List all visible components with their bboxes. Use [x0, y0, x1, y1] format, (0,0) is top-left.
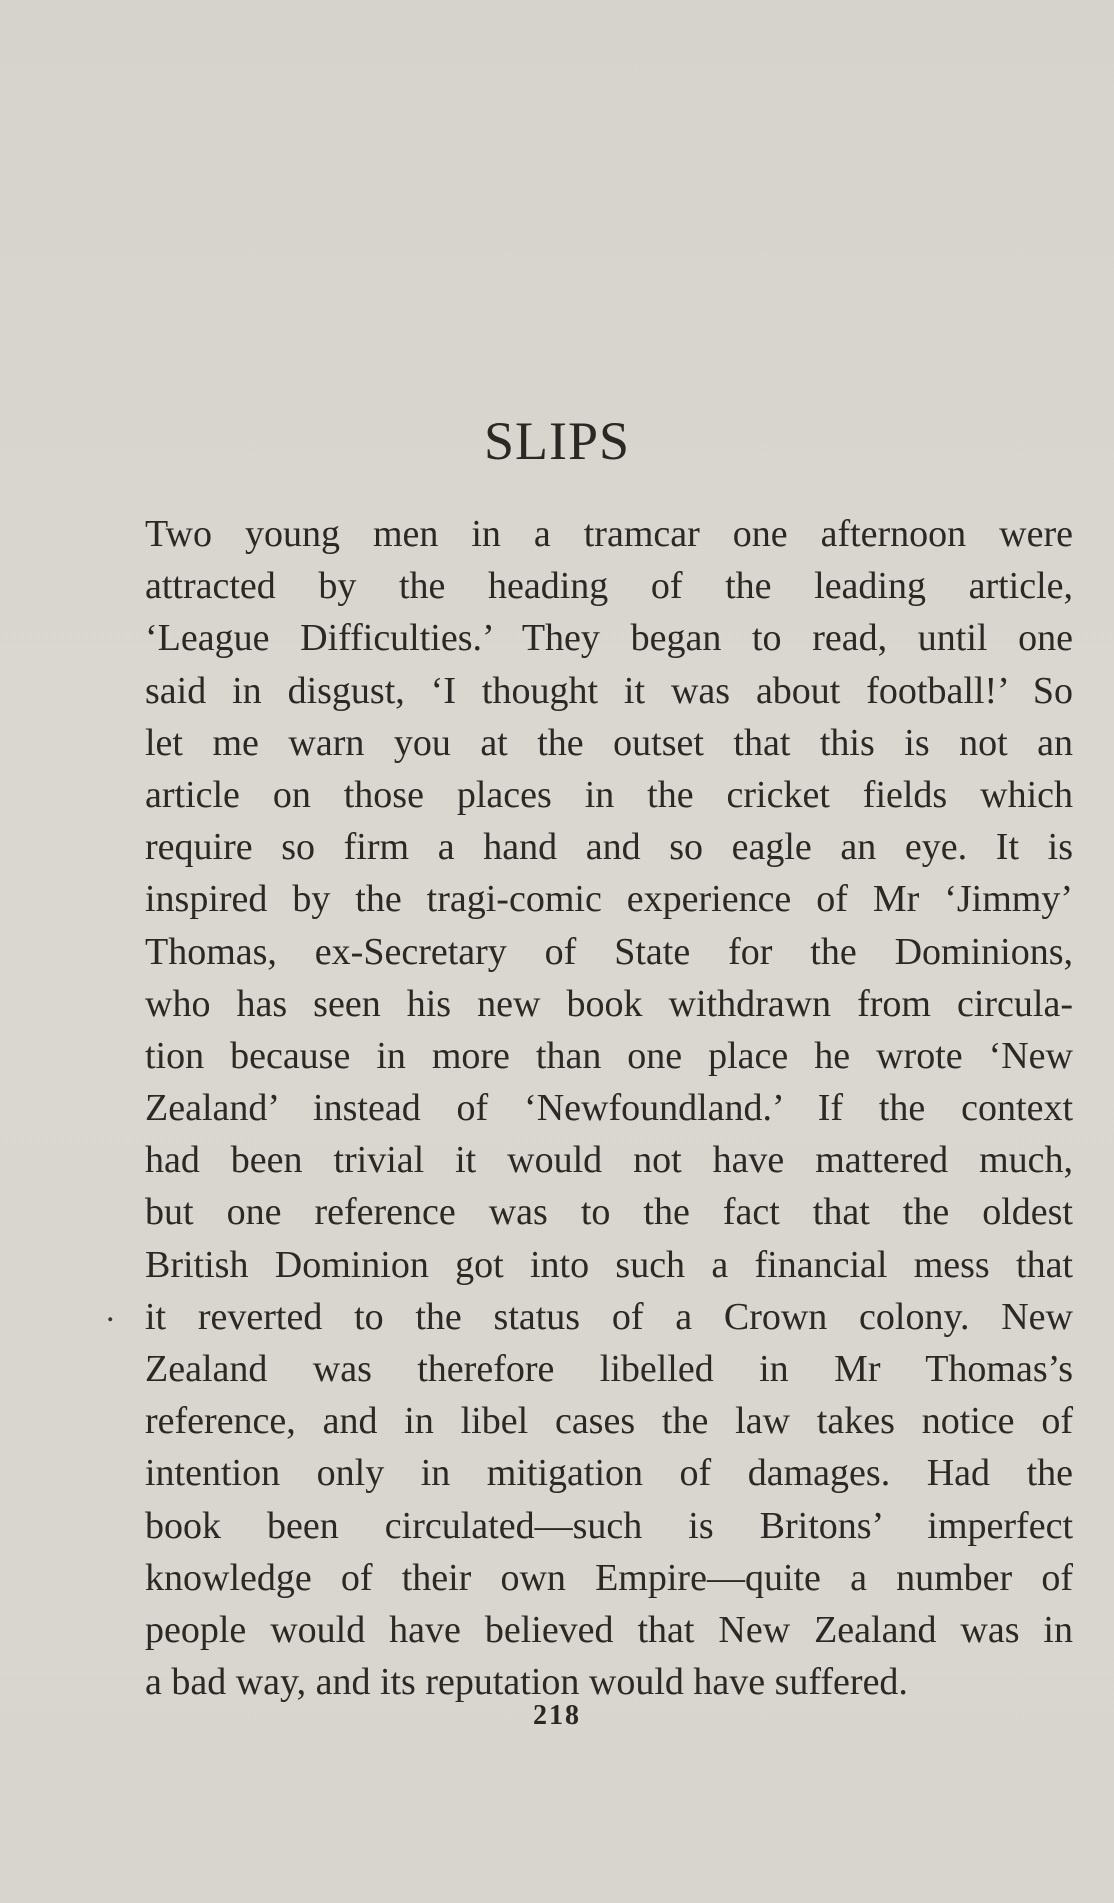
text-line: had been trivial it would not have mattered much, [145, 1139, 1073, 1182]
text-line: a bad way, and its reputation would have suffered. [145, 1661, 908, 1704]
text-line: but one reference was to the fact that the oldest [145, 1191, 1073, 1234]
text-line: article on those places in the cricket fields which [145, 773, 1073, 816]
text-line: book been circulated—such is Britons’ imperfect [145, 1504, 1073, 1547]
text-line: Zealand was therefore libelled in Mr Thomas’s [145, 1348, 1073, 1390]
text-line: British Dominion got into such a financial mess that [145, 1243, 1073, 1286]
text-line: reference, and in libel cases the law takes notice of [145, 1400, 1073, 1443]
text-line: ‘League Difficulties.’ They began to read, until one [145, 617, 1073, 660]
text-line: attracted by the heading of the leading article, [145, 565, 1073, 608]
page-number: 218 [533, 1700, 581, 1731]
text-line: intention only in mitigation of damages. Had the [145, 1452, 1073, 1495]
text-line: said in disgust, ‘I thought it was about football!’ So [145, 669, 1073, 712]
text-line: Thomas, ex-Secretary of State for the Dominions, [145, 930, 1073, 973]
margin-mark: . [106, 1292, 115, 1329]
chapter-title: SLIPS [483, 411, 631, 471]
text-line: inspired by the tragi-comic experience of Mr ‘Jimmy’ [145, 878, 1073, 921]
text-line: who has seen his new book withdrawn from circula- [145, 982, 1073, 1025]
text-line: Zealand’ instead of ‘Newfoundland.’ If the context [145, 1087, 1073, 1130]
text-line: tion because in more than one place he wrote ‘New [145, 1034, 1073, 1077]
text-line: people would have believed that New Zealand was in [145, 1608, 1073, 1651]
body-paragraph [145, 508, 1073, 1708]
text-line: knowledge of their own Empire—quite a number of [145, 1556, 1073, 1599]
text-line: require so firm a hand and so eagle an eye. It is [145, 826, 1073, 869]
text-line: Two young men in a tramcar one afternoon were [145, 513, 1073, 555]
text-line: it reverted to the status of a Crown colony. New [145, 1295, 1073, 1338]
text-line: let me warn you at the outset that this is not an [145, 721, 1073, 764]
